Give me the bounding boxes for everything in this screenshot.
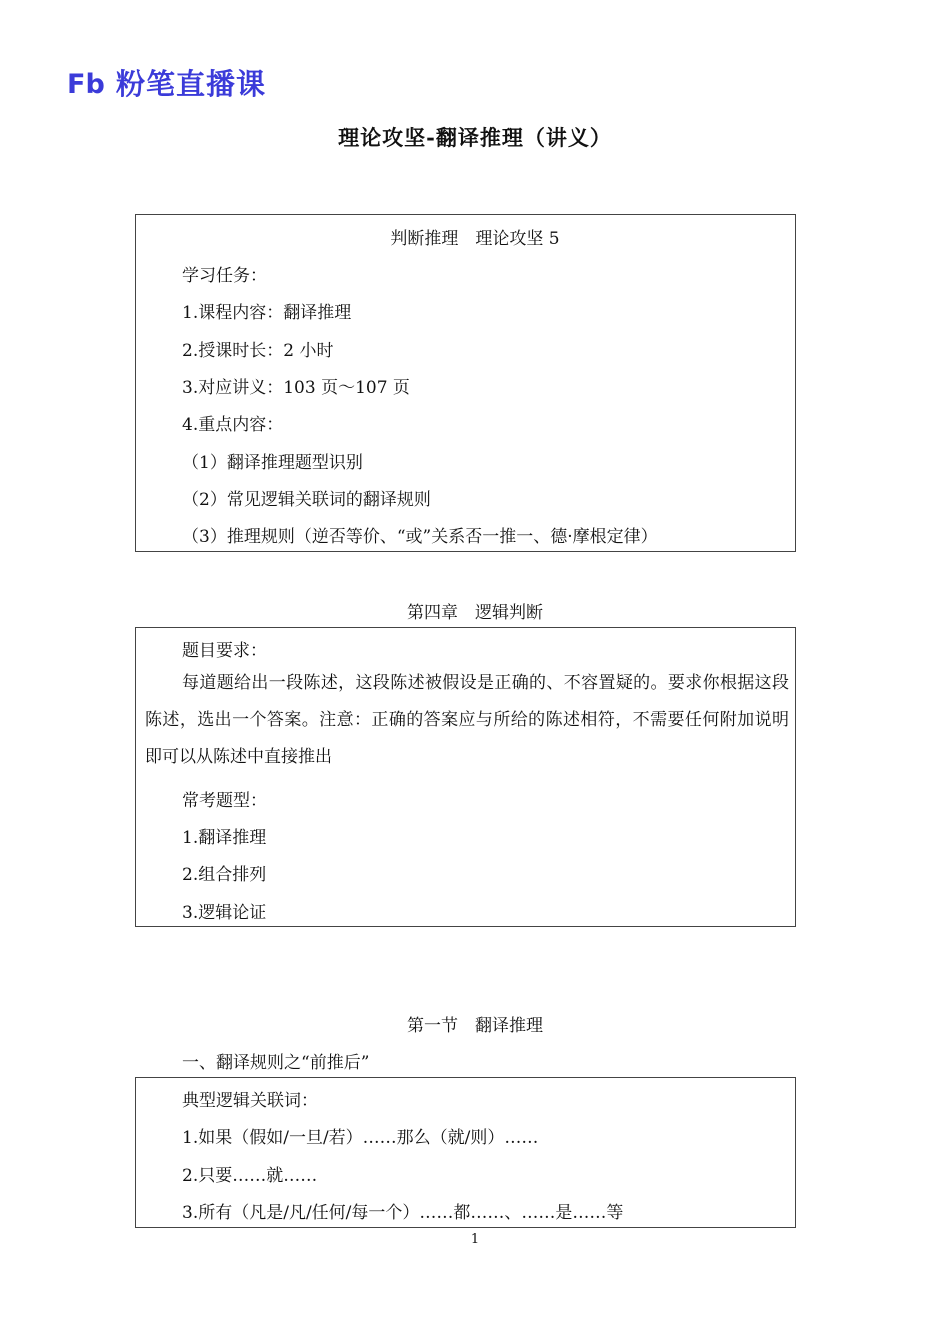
connective-item: 2.只要……就…… [182, 1166, 318, 1186]
task-item: （2）常见逻辑关联词的翻译规则 [182, 490, 431, 510]
page-title: 理论攻坚-翻译推理（讲义） [338, 125, 612, 150]
brand-logo [66, 62, 266, 103]
type-item: 2.组合排列 [182, 865, 267, 885]
page-number: 1 [470, 1232, 480, 1247]
type-item: 1.翻译推理 [182, 828, 267, 848]
task-item: （1）翻译推理题型识别 [182, 453, 363, 473]
connectives-label: 典型逻辑关联词： [182, 1091, 318, 1111]
task-label: 学习任务： [182, 266, 267, 286]
task-item: 1.课程内容：翻译推理 [182, 303, 352, 323]
task-item: 2.授课时长：2 小时 [182, 341, 334, 361]
section-heading: 第一节 翻译推理 [407, 1016, 543, 1036]
connective-item: 1.如果（假如/一旦/若）……那么（就/则）…… [182, 1128, 539, 1148]
fb-logo-icon [66, 67, 108, 99]
task-item: 4.重点内容： [182, 415, 284, 435]
brand-name: 粉笔直播课 [116, 67, 267, 101]
requirement-label: 题目要求： [182, 641, 267, 661]
section-subheading: 一、翻译规则之“前推后” [182, 1053, 370, 1073]
connective-item: 3.所有（凡是/凡/任何/每一个）……都……、……是……等 [182, 1203, 624, 1223]
task-item: 3.对应讲义：103 页～107 页 [182, 378, 410, 398]
logo-mark-text: Fb [67, 68, 105, 99]
task-item: （3）推理规则（逆否等价、“或”关系否一推一、德·摩根定律） [182, 527, 658, 547]
types-label: 常考题型： [182, 791, 267, 811]
requirement-text: 每道题给出一段陈述，这段陈述被假设是正确的、不容置疑的。要求你根据这段陈述，选出一个答案。注意：正确的答案应与所给的陈述相符，不需要任何附加说明即可以从陈述中直接推出 [145, 673, 789, 767]
task-box-heading: 判断推理 理论攻坚 5 [390, 229, 560, 249]
chapter-heading: 第四章 逻辑判断 [407, 603, 543, 623]
type-item: 3.逻辑论证 [182, 903, 267, 923]
